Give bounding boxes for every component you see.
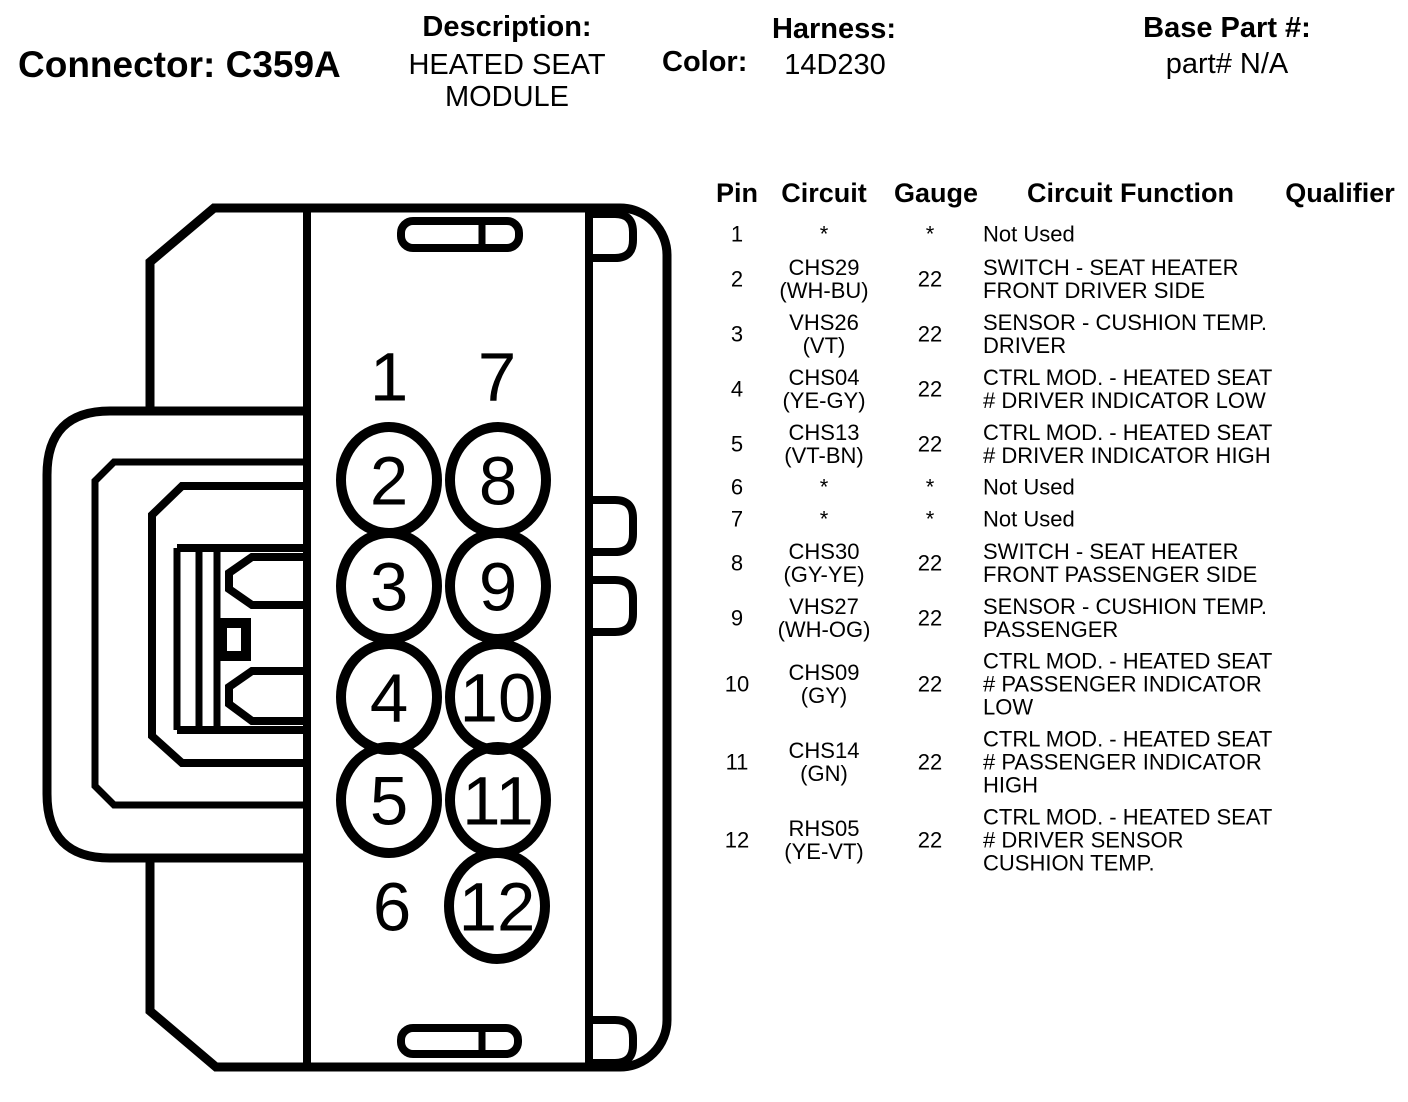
- gauge-cell: 22: [917, 266, 943, 291]
- table-row: [700, 361, 1408, 416]
- circuit-cell: CHS13 (VT-BN): [784, 419, 864, 468]
- connector-drawing-svg: [0, 0, 700, 1102]
- table-row: [700, 645, 1408, 723]
- circuit-cell: CHS29 (WH-BU): [779, 254, 869, 303]
- pin-cell: 11: [725, 749, 749, 775]
- column-header-gauge: Gauge: [894, 178, 979, 208]
- lock-tab-mid-upper: [589, 500, 633, 552]
- pin-cell: 4: [730, 376, 744, 401]
- latch-chevron-bottom: [229, 671, 307, 721]
- pin-table: [700, 178, 1408, 898]
- pin-cell: 6: [730, 474, 744, 500]
- pin-label-11: 11: [462, 762, 534, 840]
- column-header-function: Circuit Function: [1027, 178, 1234, 208]
- function-cell: Not Used: [983, 506, 1075, 532]
- latch-chevron-top: [229, 557, 307, 605]
- pin-cell: 9: [730, 605, 744, 630]
- pin-cell: 8: [730, 550, 744, 575]
- table-row: [700, 723, 1408, 801]
- pin-cell: 5: [730, 431, 744, 456]
- function-cell: Not Used: [983, 474, 1075, 500]
- connector-drawing: [0, 0, 700, 1102]
- bottom-slot: [401, 1028, 518, 1054]
- description-label: Description:: [422, 11, 592, 43]
- function-cell: SENSOR - CUSHION TEMP. DRIVER: [983, 309, 1268, 358]
- gauge-cell: 22: [917, 431, 943, 456]
- gauge-cell: 22: [917, 671, 943, 697]
- table-row: [700, 503, 1408, 535]
- column-header-qualifier: Qualifier: [1285, 178, 1395, 208]
- lock-tab-top: [589, 214, 633, 258]
- pin-label-9: 9: [478, 548, 518, 626]
- pin-cell: 3: [730, 321, 744, 346]
- circuit-cell: CHS14 (GN): [788, 738, 860, 786]
- circuit-cell: *: [819, 221, 829, 247]
- table-row: [700, 251, 1408, 306]
- column-header-circuit: Circuit: [781, 178, 867, 208]
- table-row: [700, 590, 1408, 645]
- function-cell: CTRL MOD. - HEATED SEAT # PASSENGER INDICATOR LOW: [983, 648, 1273, 720]
- harness-label: Harness:: [771, 13, 897, 45]
- lock-tab-mid-lower: [589, 580, 633, 632]
- column-header-pin: Pin: [715, 178, 758, 208]
- pin-label-2: 2: [369, 442, 409, 520]
- circuit-cell: CHS09 (GY): [788, 660, 860, 708]
- table-row: [700, 801, 1408, 879]
- pin-label-12: 12: [458, 868, 536, 946]
- table-row: [700, 471, 1408, 503]
- gauge-cell: 22: [917, 376, 943, 401]
- pin-label-8: 8: [478, 442, 518, 520]
- lock-tab-bottom: [589, 1020, 633, 1063]
- function-cell: SENSOR - CUSHION TEMP. PASSENGER: [983, 593, 1268, 642]
- pin-label-6: 6: [372, 868, 412, 946]
- base-part-value: part# N/A: [1165, 48, 1289, 80]
- table-row: [700, 416, 1408, 471]
- table-row: [700, 218, 1408, 250]
- gauge-cell: 22: [917, 550, 943, 575]
- table-row: [700, 535, 1408, 590]
- pin-label-1: 1: [369, 338, 409, 416]
- gauge-cell: 22: [917, 321, 943, 346]
- function-cell: CTRL MOD. - HEATED SEAT # DRIVER INDICATOR HIGH: [983, 419, 1273, 468]
- pin-cell: 7: [730, 506, 744, 532]
- circuit-cell: VHS26 (VT): [789, 309, 859, 358]
- pin-label-7: 7: [477, 338, 517, 416]
- circuit-cell: CHS30 (GY-YE): [783, 538, 865, 587]
- gauge-cell: *: [925, 474, 935, 500]
- top-slot: [401, 221, 519, 248]
- pin-cell: 1: [730, 221, 744, 247]
- function-cell: CTRL MOD. - HEATED SEAT # DRIVER INDICATOR LOW: [983, 364, 1273, 413]
- circuit-cell: CHS04 (YE-GY): [782, 364, 866, 413]
- gauge-cell: 22: [917, 605, 943, 630]
- gauge-cell: *: [925, 506, 935, 532]
- color-label: Color:: [662, 46, 748, 78]
- pin-label-10: 10: [459, 659, 537, 737]
- connector-title: Connector: C359A: [18, 44, 341, 85]
- gauge-cell: 22: [917, 827, 943, 853]
- function-cell: CTRL MOD. - HEATED SEAT # PASSENGER INDICATOR HIGH: [983, 726, 1273, 798]
- gauge-cell: 22: [917, 749, 943, 775]
- circuit-cell: VHS27 (WH-OG): [777, 593, 871, 642]
- pin-label-5: 5: [369, 762, 409, 840]
- pin-cell: 12: [724, 827, 750, 853]
- pin-cell: 2: [730, 266, 744, 291]
- circuit-cell: *: [819, 506, 829, 532]
- base-part-label: Base Part #:: [1143, 12, 1311, 44]
- harness-value: 14D230: [784, 49, 886, 81]
- description-value: HEATED SEAT MODULE: [408, 49, 606, 113]
- circuit-cell: RHS05 (YE-VT): [784, 816, 864, 864]
- circuit-cell: *: [819, 474, 829, 500]
- pin-label-4: 4: [369, 659, 409, 737]
- function-cell: SWITCH - SEAT HEATER FRONT PASSENGER SIDE: [983, 538, 1258, 587]
- pin-label-3: 3: [369, 548, 409, 626]
- table-row: [700, 306, 1408, 361]
- latch-catch-block: [222, 623, 246, 656]
- function-cell: SWITCH - SEAT HEATER FRONT DRIVER SIDE: [983, 254, 1239, 303]
- function-cell: Not Used: [983, 221, 1075, 247]
- pin-cell: 10: [724, 671, 750, 697]
- function-cell: CTRL MOD. - HEATED SEAT # DRIVER SENSOR CUSHION TEMP.: [983, 804, 1273, 876]
- gauge-cell: *: [925, 221, 935, 247]
